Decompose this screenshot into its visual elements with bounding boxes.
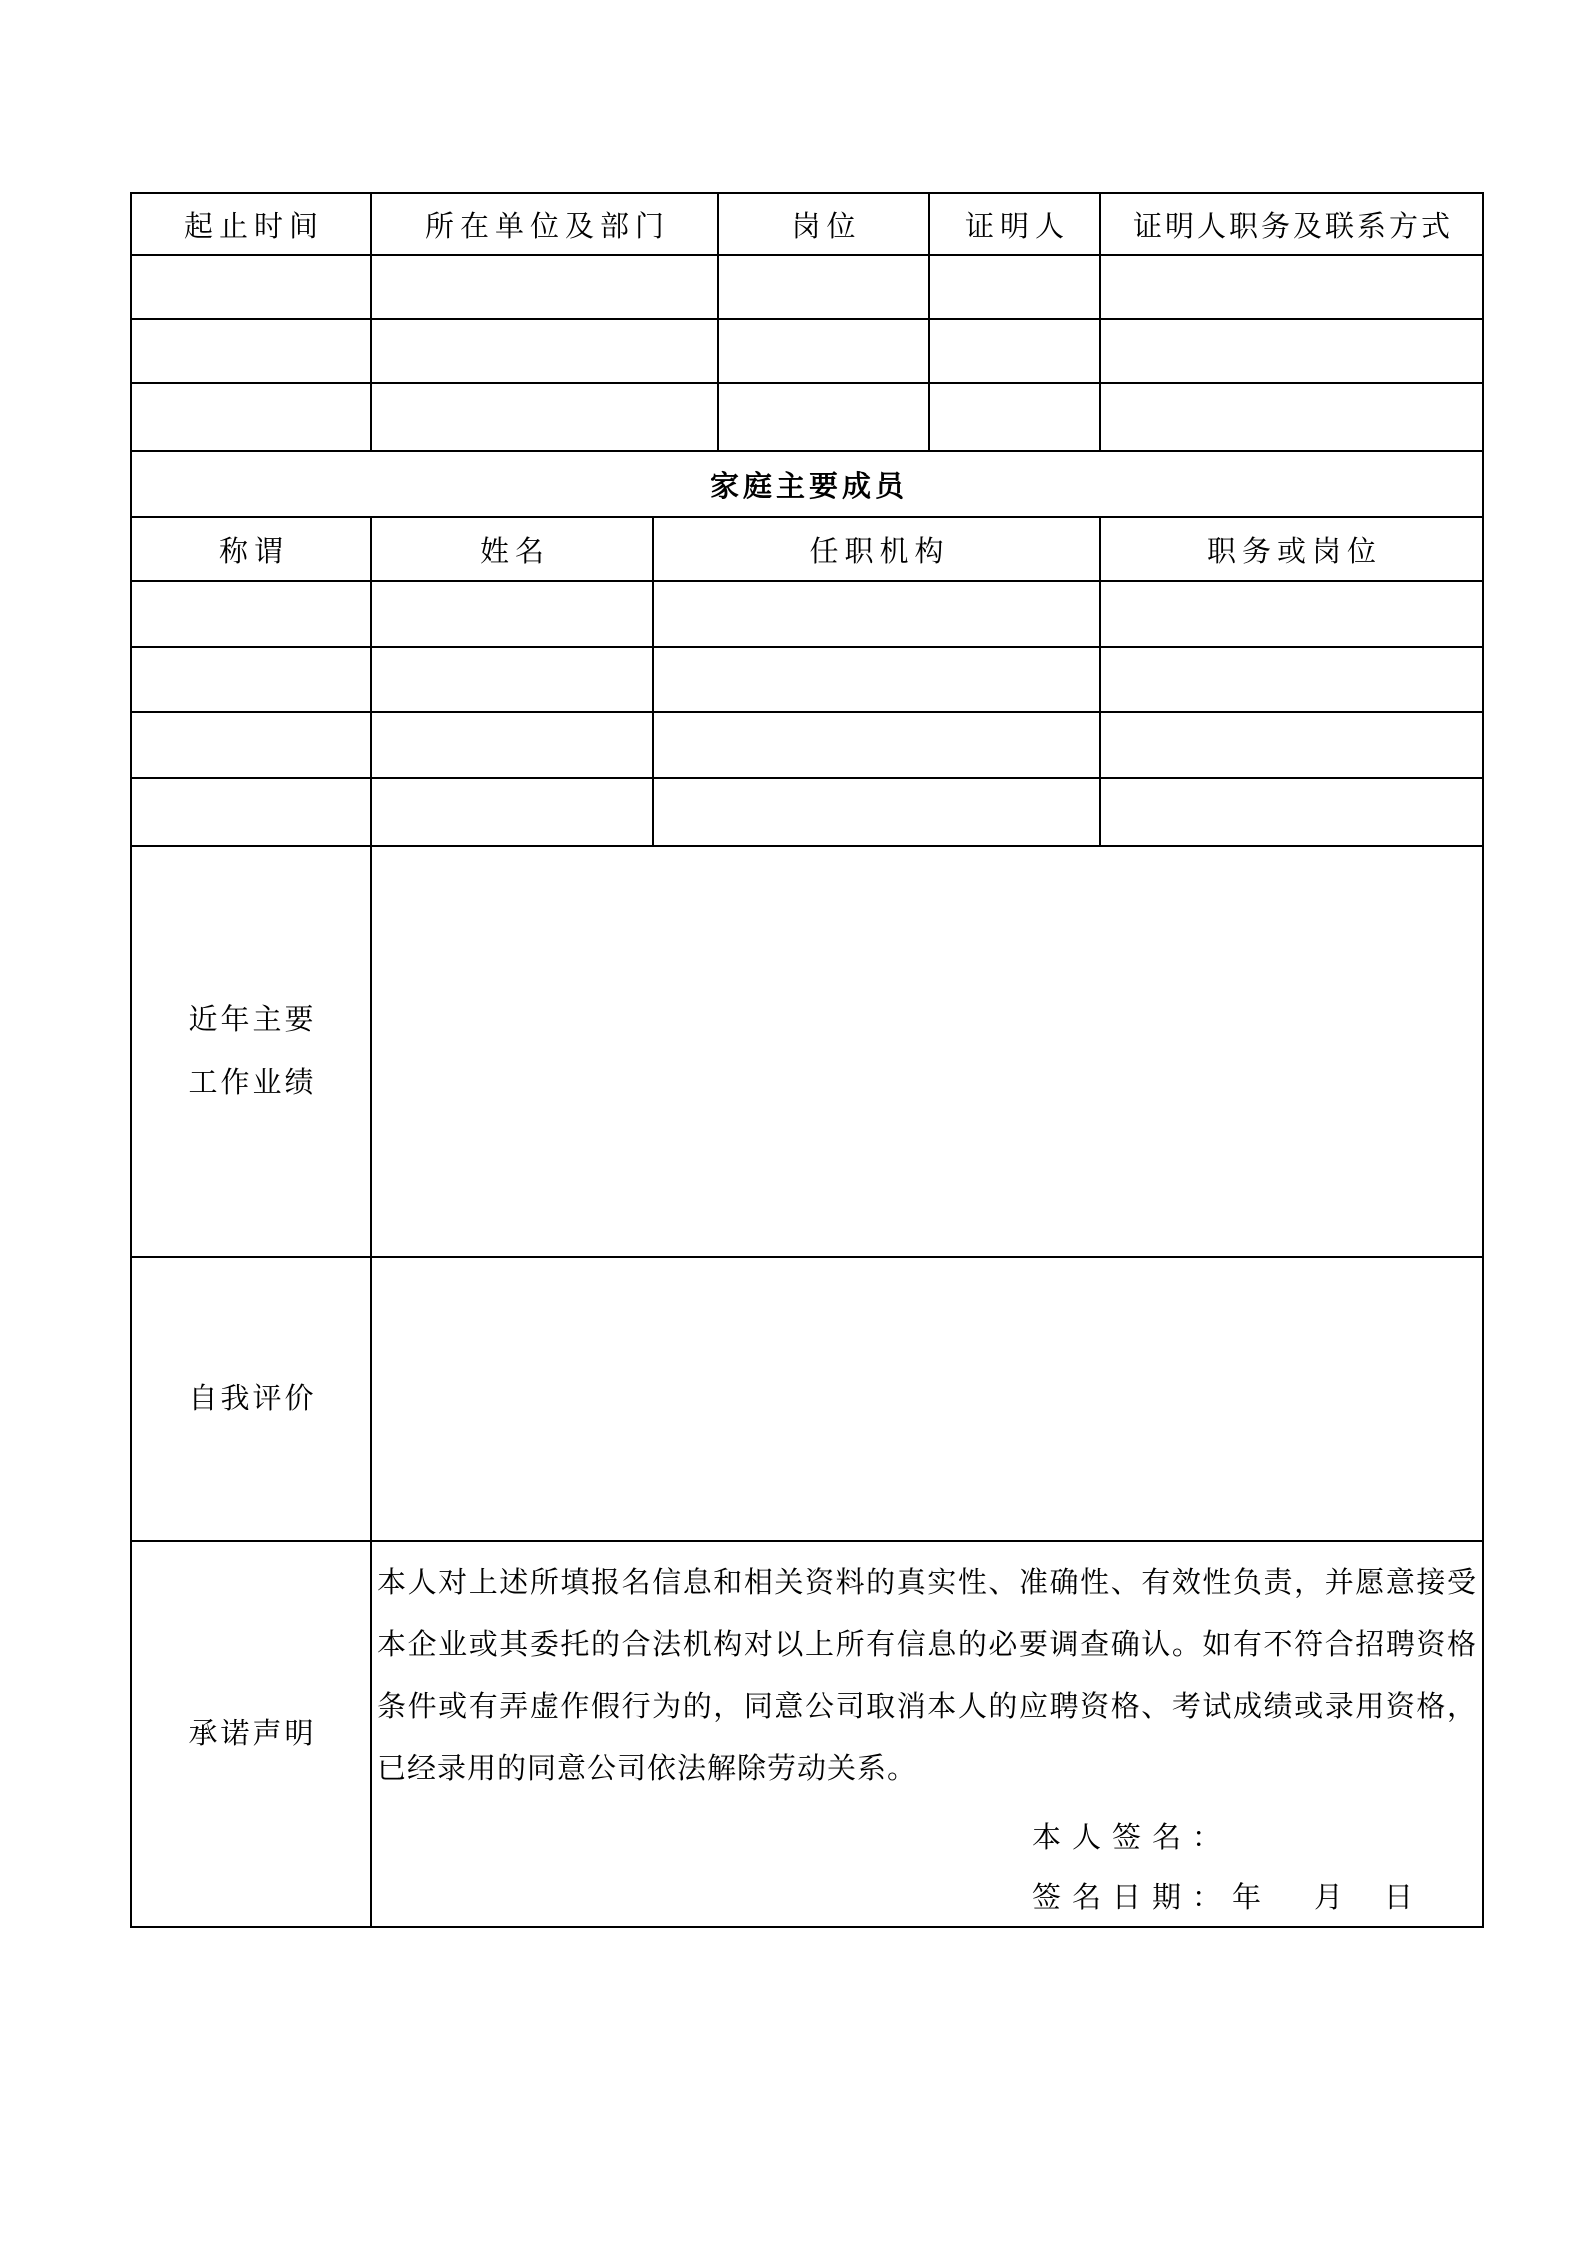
label-commitment-text: 承诺声明 xyxy=(188,1717,317,1750)
work-history-row-1 xyxy=(132,256,1482,320)
family-name-field[interactable] xyxy=(372,648,654,711)
family-relation-field[interactable] xyxy=(132,648,372,711)
family-name-field[interactable] xyxy=(372,582,654,646)
family-position-field[interactable] xyxy=(1101,779,1482,845)
work-reference-contact-field[interactable] xyxy=(1101,384,1482,450)
label-recent-achievements-line2: 工作业绩 xyxy=(188,1066,317,1099)
col-header-position-title: 职务或岗位 xyxy=(1206,535,1382,568)
col-header-position: 岗位 xyxy=(719,194,930,254)
sign-date-label: 签名日期： xyxy=(1032,1882,1233,1914)
self-evaluation-field[interactable] xyxy=(372,1258,1482,1540)
signature-line xyxy=(1032,1808,1477,1868)
family-row-2 xyxy=(132,648,1482,713)
family-section-title: 家庭主要成员 xyxy=(709,470,908,503)
family-name-field[interactable] xyxy=(372,713,654,777)
sign-date-line xyxy=(1032,1868,1477,1926)
signature-label: 本人签名： xyxy=(1032,1822,1233,1854)
work-reference-contact-field[interactable] xyxy=(1101,256,1482,318)
col-header-period: 起止时间 xyxy=(132,194,372,254)
family-relation-field[interactable] xyxy=(132,582,372,646)
commitment-statement-cell xyxy=(372,1542,1482,1926)
recent-achievements-row xyxy=(132,847,1482,1258)
signature-block xyxy=(377,1808,1477,1926)
col-header-relation: 称谓 xyxy=(132,518,372,580)
work-period-field[interactable] xyxy=(132,256,372,318)
family-organization-field[interactable] xyxy=(654,779,1101,845)
work-reference-contact-field[interactable] xyxy=(1101,320,1482,382)
work-history-row-3 xyxy=(132,384,1482,452)
work-position-field[interactable] xyxy=(719,256,930,318)
work-reference-field[interactable] xyxy=(930,384,1101,450)
label-commitment xyxy=(132,1542,372,1926)
col-header-reference-contact: 证明人职务及联系方式 xyxy=(1132,210,1453,243)
work-company-field[interactable] xyxy=(372,320,719,382)
family-relation-field[interactable] xyxy=(132,779,372,845)
col-header-organization: 任职机构 xyxy=(654,518,1101,580)
col-header-company-dept: 所在单位及部门 xyxy=(372,194,719,254)
family-position-field[interactable] xyxy=(1101,648,1482,711)
family-section-title-row xyxy=(132,452,1482,518)
col-header-name: 姓名 xyxy=(372,518,654,580)
month-label: 月 xyxy=(1314,1882,1355,1914)
family-row-3 xyxy=(132,713,1482,779)
work-reference-field[interactable] xyxy=(930,256,1101,318)
family-name-field[interactable] xyxy=(372,779,654,845)
work-period-field[interactable] xyxy=(132,320,372,382)
family-position-field[interactable] xyxy=(1101,582,1482,646)
work-company-field[interactable] xyxy=(372,384,719,450)
work-reference-field[interactable] xyxy=(930,320,1101,382)
self-evaluation-row xyxy=(132,1258,1482,1542)
family-header-row xyxy=(132,518,1482,582)
family-organization-field[interactable] xyxy=(654,713,1101,777)
work-period-field[interactable] xyxy=(132,384,372,450)
work-position-field[interactable] xyxy=(719,320,930,382)
commitment-row xyxy=(132,1542,1482,1926)
label-recent-achievements-line1: 近年主要 xyxy=(188,1003,317,1036)
day-label: 日 xyxy=(1384,1882,1425,1914)
recent-achievements-field[interactable] xyxy=(372,847,1482,1256)
work-position-field[interactable] xyxy=(719,384,930,450)
application-form-table xyxy=(130,192,1484,1928)
family-relation-field[interactable] xyxy=(132,713,372,777)
family-organization-field[interactable] xyxy=(654,648,1101,711)
family-position-field[interactable] xyxy=(1101,713,1482,777)
work-history-row-2 xyxy=(132,320,1482,384)
label-self-evaluation xyxy=(132,1258,372,1540)
commitment-statement: 本人对上述所填报名信息和相关资料的真实性、准确性、有效性负责，并愿意接受本企业或其委托的合法机构对以上所有信息的必要调查确认。如有不符合招聘资格条件或有弄虚作假行为的，同意公司取消本人的应聘资格、考试成绩或录用资格，已经录用的同意公司依法解除劳动关系。 xyxy=(377,1567,1477,1785)
col-header-reference: 证明人 xyxy=(930,194,1101,254)
family-organization-field[interactable] xyxy=(654,582,1101,646)
year-label: 年 xyxy=(1232,1882,1273,1914)
label-self-evaluation-text: 自我评价 xyxy=(188,1382,317,1415)
label-recent-achievements xyxy=(132,847,372,1256)
family-row-4 xyxy=(132,779,1482,847)
work-company-field[interactable] xyxy=(372,256,719,318)
work-history-header-row xyxy=(132,194,1482,256)
family-row-1 xyxy=(132,582,1482,648)
